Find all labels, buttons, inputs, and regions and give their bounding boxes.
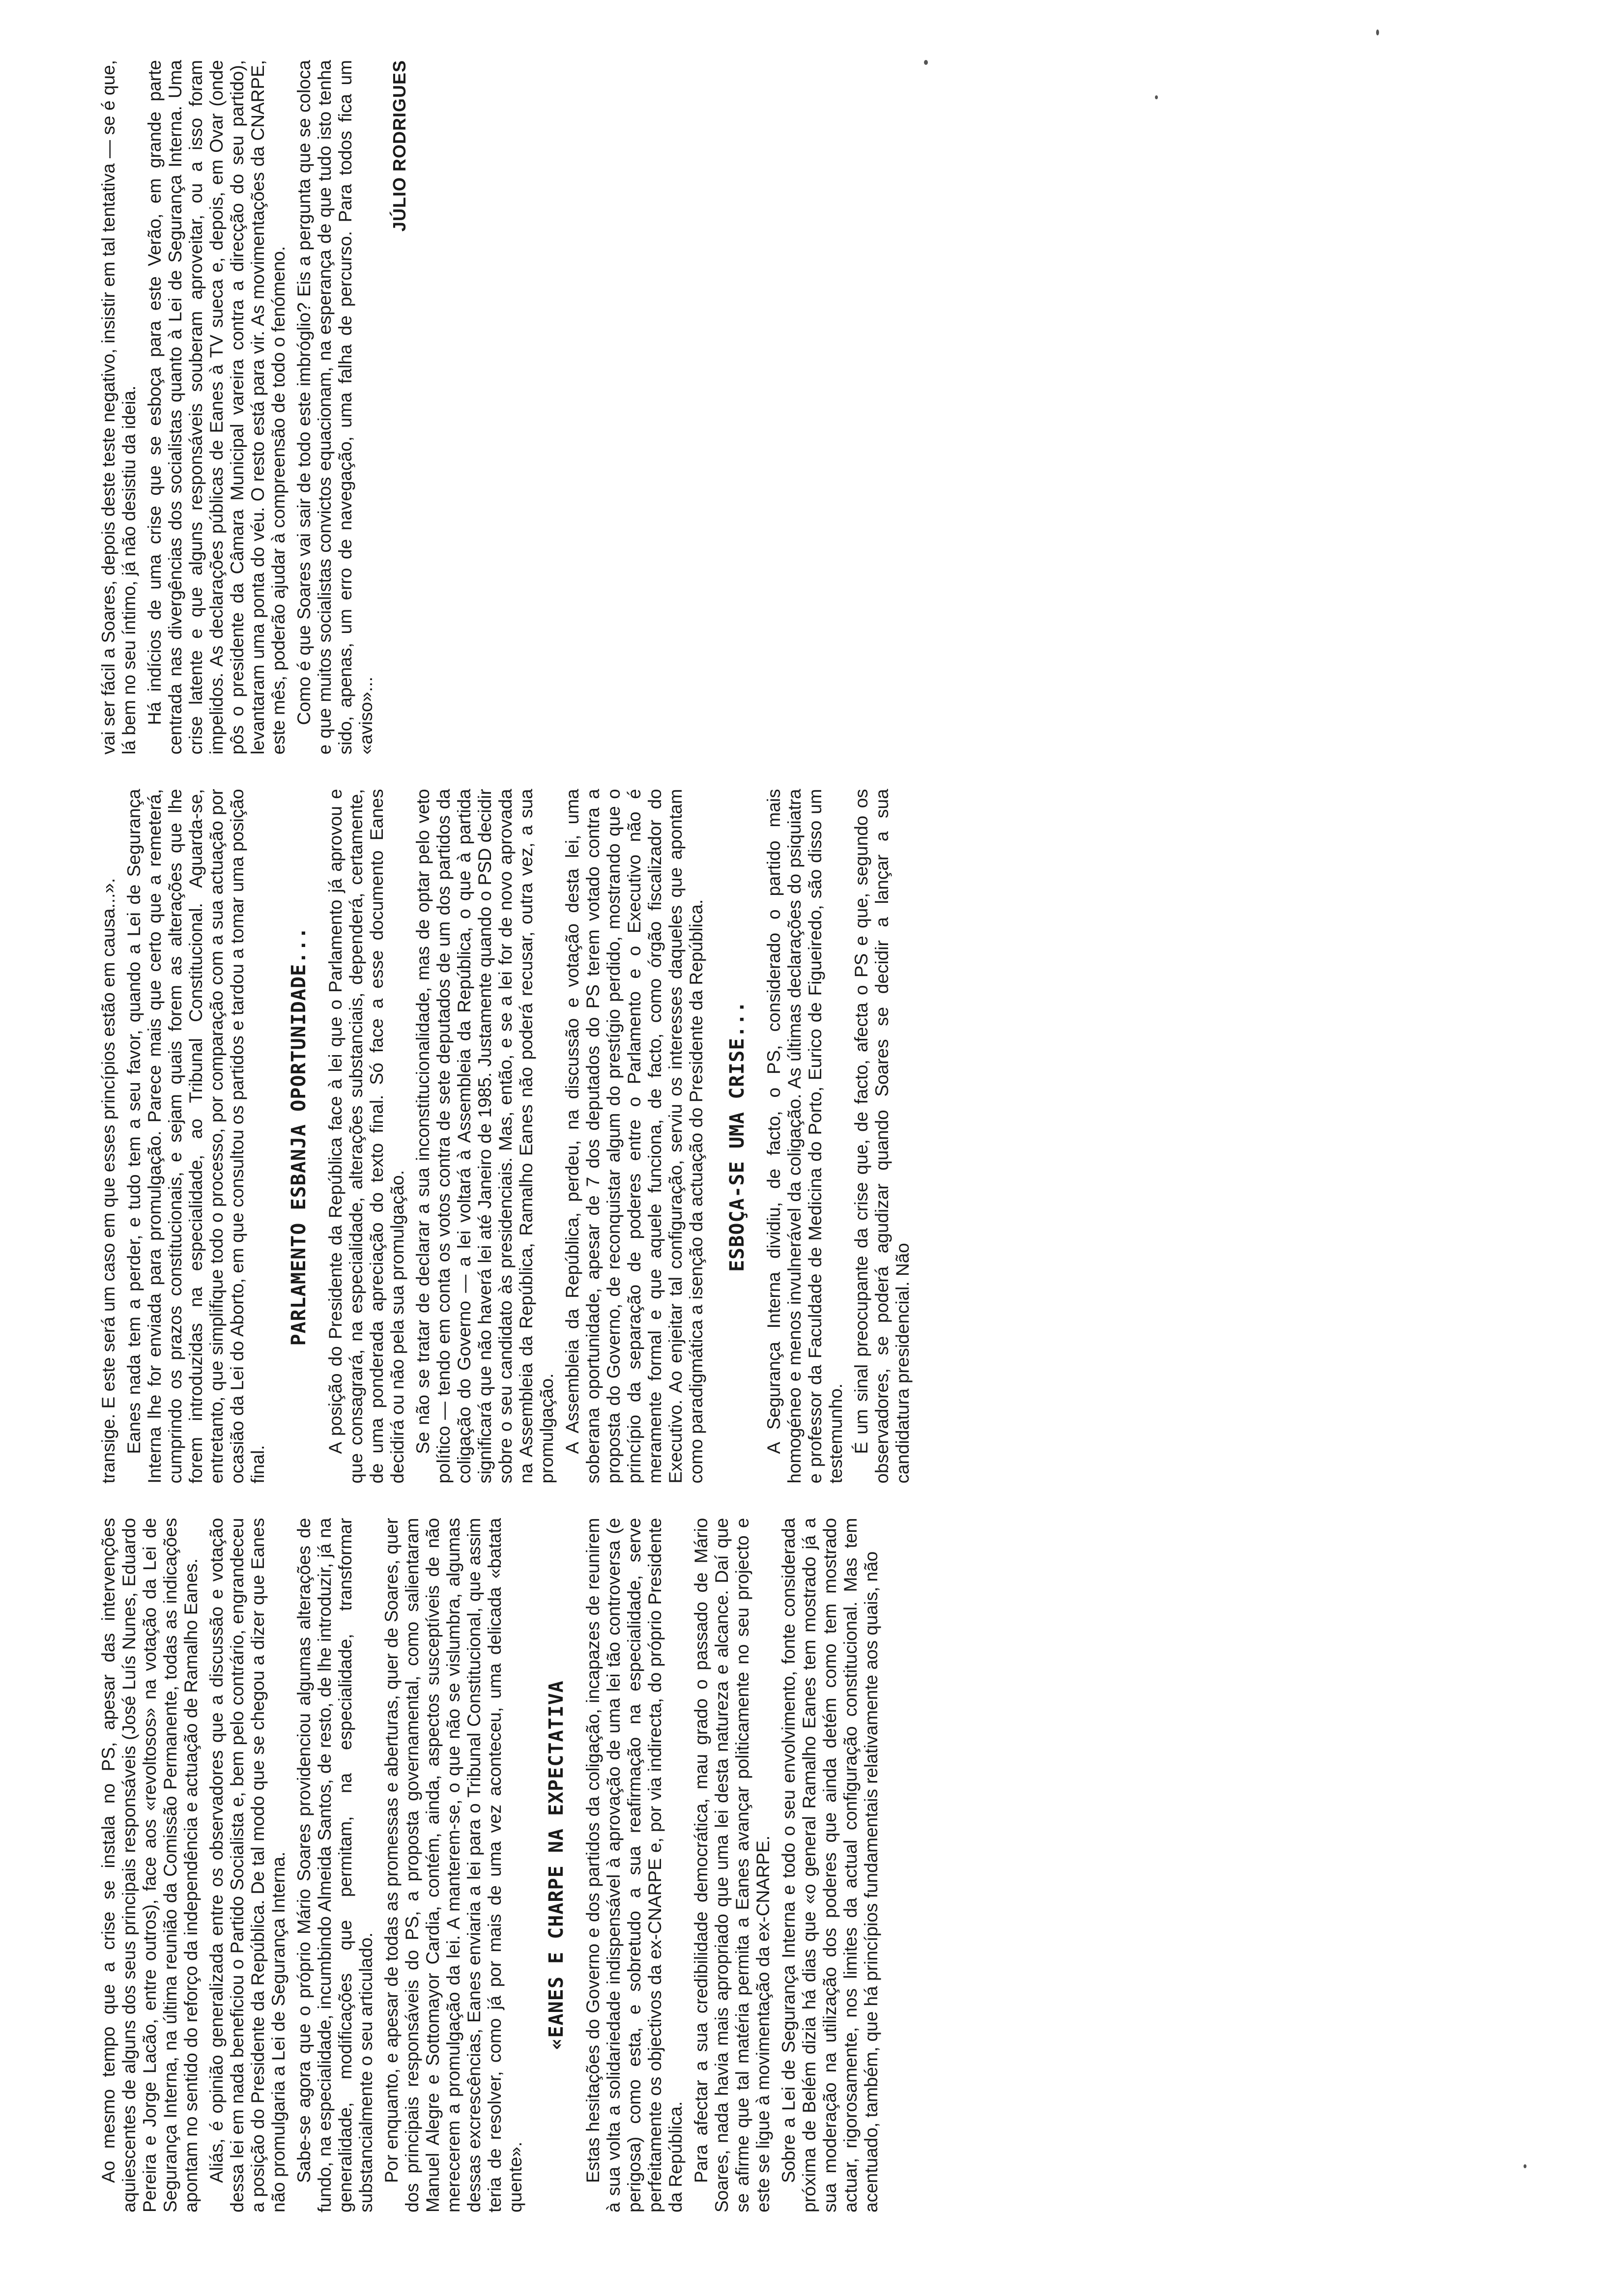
author-signature: JÚLIO RODRIGUES [389,60,409,232]
paragraph: É um sinal preocupante da crise que, de facto, afecta o PS e que, segundo os observadores, se poderá agudizar quando Soares se decidir a lançar a sua candidatura presidencial. Não [851,789,913,1484]
section-heading: ESBOÇA-SE UMA CRISE... [726,1001,748,1272]
section-heading: «EANES E CHARPE NA EXPECTATIVA [545,1680,568,2050]
paragraph: Por enquanto, e apesar de todas as promessas e aberturas, quer de Soares, quer dos principais responsáveis do PS, a proposta governamental, como salientaram Manuel Alegre e Sottomayor Cardia, contém, ainda, aspectos susceptíveis de não merecerem a promulgação da lei. A manterem-se, o que não se vislumbra, algumas dessas excrescências, Eanes enviaria a lei para o Tribunal Constitucional, que assim teria de resolver, como já por mais de uma vez aconteceu, uma delicada «batata quente». [381,1518,525,2212]
paragraph: A Segurança Interna dividiu, de facto, o PS, considerado o partido mais homogéneo e menos invulnerável da coligação. As últimas declarações do psiquiatra e professor da Faculdade de Medicina do Porto, Eurico de Figueiredo, são disso um testemunho. [764,789,846,1484]
paragraph: Há indícios de uma crise que se esboça para este Verão, em grande parte centrada nas divergências dos socialistas quanto à Lei de Segurança Interna. Uma crise latente e que alguns responsáveis souberam aproveitar, ou a isso foram impelidos. As declarações públicas de Eanes à TV sueca e, depois, em Ovar (onde pôs o presidente da Câmara Municipal vareira contra a direcção do seu partido), levantaram uma ponta do véu. O resto está para vir. As movimentações da CNARPE, este mês, poderão ajudar à compreensão de todo o fenómeno. [144,60,288,755]
paragraph: Como é que Soares vai sair de todo este imbróglio? Eis a pergunta que se coloca e que muitos socialistas convictos equacionam, na esperança de que tudo isto tenha sido, apenas, um erro de navegação, uma falha de percurso. Para todos fica um «aviso»... [294,60,376,755]
section-heading: PARLAMENTO ESBANJA OPORTUNIDADE... [288,926,310,1346]
scan-speck [1376,29,1379,35]
paragraph: vai ser fácil a Soares, depois deste teste negativo, insistir em tal tentativa — se é que, lá bem no seu íntimo, já não desistiu da ideia. [98,60,139,755]
paragraph: Sabe-se agora que o próprio Mário Soares providenciou algumas alterações de fundo, na especialidade, incumbindo Almeida Santos, de resto, de lhe introduzir, já na generalidade, modificações que permitam, na especialidade, transformar substancialmente o seu articulado. [294,1518,376,2212]
paragraph: Se não se tratar de declarar a sua inconstitucionalidade, mas de optar pelo veto político — tendo em conta os votos contra de sete deputados de um dos partidos da coligação do Governo — a lei voltará à Assembleia da República, o que à partida significará que não haverá lei até Janeiro de 1985. Justamente quando o PSD decidir sobre o seu candidato às presidenciais. Mas, então, e se a lei for de novo aprovada na Assembleia da República, Ramalho Eanes não poderá recusar, outra vez, a sua promulgação. [413,789,557,1484]
paragraph: Eanes nada tem a perder, e tudo tem a seu favor, quando a Lei de Segurança Interna lhe for enviada para promulgação. Parece mais que certo que a remeterá, cumprindo os prazos constitucionais, e sejam quais forem as alterações que lhe forem introduzidas na especialidade, ao Tribunal Constitucional. Aguarda-se, entretanto, que simplifique todo o processo, por comparação com a sua actuação por ocasião da Lei do Aborto, em que consultou os partidos e tardou a tomar uma posição final. [124,789,268,1484]
article-column-3 [98,60,1533,754]
article-column-1 [98,1518,1533,2212]
paragraph: Para afectar a sua credibilidade democrática, mau grado o passado de Mário Soares, nada havia mais apropriado que uma lei desta natureza e alcance. Daí que se afirme que tal matéria permita a Eanes avançar politicamente no seu projecto e este se ligue à movimentação da ex-CNARPE. [691,1518,773,2212]
article-column-2 [98,789,1533,1483]
paragraph: A posição do Presidente da República face à lei que o Parlamento já aprovou e que consagrará, na especialidade, alterações substanciais, dependerá, certamente, de uma ponderada apreciação do texto final. Só face a esse documento Eanes decidirá ou não pela sua promulgação. [325,789,407,1484]
paragraph: transige. E este será um caso em que esses princípios estão em causa...». [98,878,118,1484]
paragraph: Aliás, é opinião generalizada entre os observadores que a discussão e votação dessa lei em nada beneficiou o Partido Socialista e, bem pelo contrário, engrandeceu a posição do Presidente da República. De tal modo que se chegou a dizer que Eanes não promulgaria a Lei de Segurança Interna. [206,1518,288,2212]
paragraph: A Assembleia da República, perdeu, na discussão e votação desta lei, uma soberana oportunidade, apesar de 7 dos deputados do PS terem votado contra a proposta do Governo, de reconquistar algum do prestígio perdido, mostrando que o princípio da separação de poderes entre o Parlamento e o Executivo não é meramente formal e que aquele funciona, de facto, como órgão fiscalizador do Executivo. Ao enjeitar tal configuração, serviu os interesses daqueles que apontam como paradigmática a isenção da actuação do Presidente da República. [562,789,706,1484]
paragraph: Ao mesmo tempo que a crise se instala no PS, apesar das intervenções aquiescentes de alguns dos seus principais responsáveis (José Luís Nunes, Eduardo Pereira e Jorge Lacão, entre outros), face aos «revoltosos» na votação da Lei de Segurança Interna, na última reunião da Comissão Permanente, todas as indicações apontam no sentido do reforço da independência e actuação de Ramalho Eanes. [98,1518,201,2212]
article-columns [98,60,1533,2212]
paragraph: Estas hesitações do Governo e dos partidos da coligação, incapazes de reunirem à sua volta a solidariedade indispensável à aprovação de uma lei tão controversa (e perigosa) como esta, e sobretudo a sua reafirmação na especialidade, serve perfeitamente os objectivos da ex-CNARPE e, por via indirecta, do próprio Presidente da República. [583,1518,686,2212]
paragraph: Sobre a Lei de Segurança Interna e todo o seu envolvimento, fonte considerada próxima de Belém dizia há dias que «o general Ramalho Eanes tem mostrado já a sua moderação na utilização dos poderes que ainda detém como tem mostrado actuar, rigorosamente, nos limites da actual configuração constitucional. Mas tem acentuado, também, que há princípios fundamentais relativamente aos quais, não [778,1518,881,2212]
